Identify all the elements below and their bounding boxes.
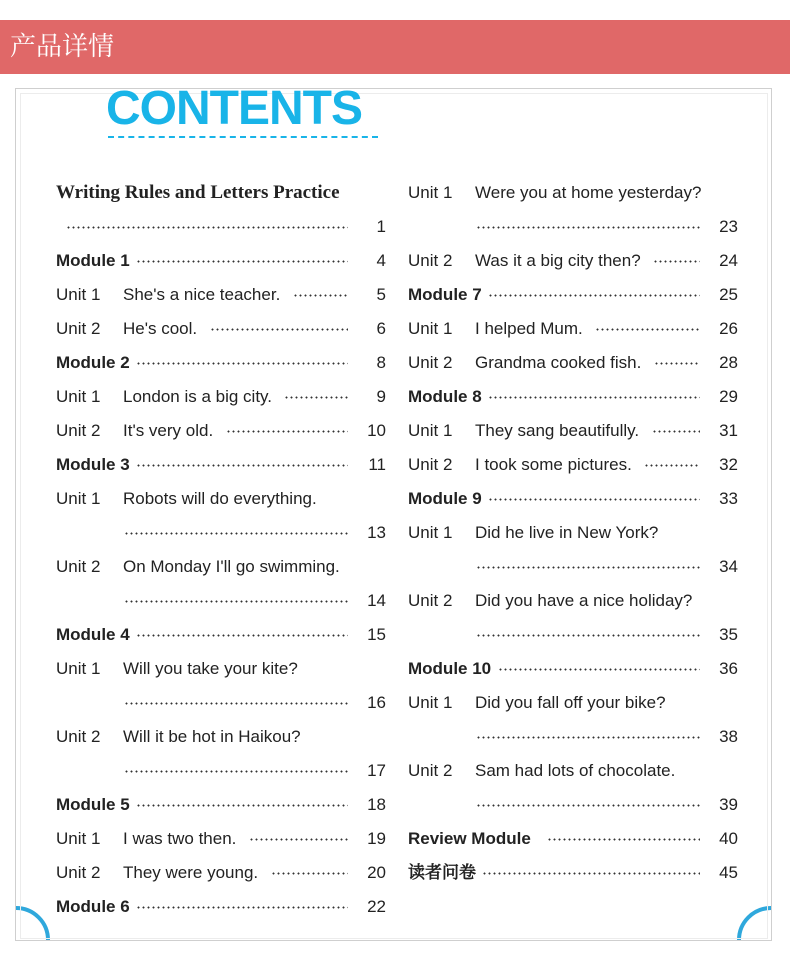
- dot-leader: [284, 396, 348, 399]
- dot-leader: [498, 668, 700, 671]
- page-number: 22: [367, 897, 386, 916]
- toc-row: [408, 686, 738, 720]
- unit-title: I was two then.: [123, 829, 237, 848]
- toc-row: [408, 244, 738, 278]
- page-number: 33: [719, 489, 738, 508]
- toc-row: [56, 176, 386, 210]
- unit-label: Unit 2: [408, 455, 453, 474]
- unit-title: Sam had lots of chocolate.: [475, 761, 676, 780]
- toc-row: [408, 856, 738, 890]
- page-number: 16: [367, 693, 386, 712]
- page-number: 1: [376, 217, 386, 236]
- page-number: 5: [376, 285, 386, 304]
- page-number: 15: [367, 625, 386, 644]
- corner-decoration-left: [15, 906, 50, 941]
- unit-label: Unit 2: [56, 319, 101, 338]
- page-number: 26: [719, 319, 738, 338]
- unit-title: He's cool.: [123, 319, 198, 338]
- unit-label: Unit 2: [56, 557, 101, 576]
- unit-title: I helped Mum.: [475, 319, 583, 338]
- unit-label: Unit 1: [408, 421, 453, 440]
- page-number: 18: [367, 795, 386, 814]
- toc-row: [408, 584, 738, 618]
- toc-row: [408, 754, 738, 788]
- dot-leader: [124, 600, 348, 603]
- unit-label: Unit 1: [56, 489, 101, 508]
- unit-title: Robots will do everything.: [123, 489, 317, 508]
- toc-row: [408, 414, 738, 448]
- unit-title: Did you fall off your bike?: [475, 693, 666, 712]
- toc-row: [56, 754, 386, 788]
- toc-row: [56, 652, 386, 686]
- unit-title: Were you at home yesterday?: [475, 183, 702, 202]
- page-number: 6: [376, 319, 386, 338]
- toc-row: [56, 380, 386, 414]
- unit-title: Will you take your kite?: [123, 659, 298, 678]
- toc-row: [408, 788, 738, 822]
- dot-leader: [136, 362, 348, 365]
- unit-title: I took some pictures.: [475, 455, 632, 474]
- page-number: 20: [367, 863, 386, 882]
- toc-row: [408, 278, 738, 312]
- unit-label: Unit 1: [408, 319, 453, 338]
- toc-row: [56, 686, 386, 720]
- unit-label: Unit 2: [408, 251, 453, 270]
- page-number: 29: [719, 387, 738, 406]
- module-label: Module 5: [56, 795, 130, 814]
- toc-row: [408, 176, 738, 210]
- page-number: 24: [719, 251, 738, 270]
- toc-row: [56, 244, 386, 278]
- page-number: 19: [367, 829, 386, 848]
- dot-leader: [488, 396, 700, 399]
- toc-row: [408, 346, 738, 380]
- unit-label: Unit 1: [56, 387, 101, 406]
- dot-leader: [66, 226, 348, 229]
- unit-label: Unit 2: [408, 591, 453, 610]
- toc-row: [408, 448, 738, 482]
- unit-label: Unit 2: [56, 863, 101, 882]
- dot-leader: [210, 328, 348, 331]
- page-number: 32: [719, 455, 738, 474]
- unit-title: They were young.: [123, 863, 259, 882]
- toc-row: [56, 720, 386, 754]
- toc-row: [56, 448, 386, 482]
- unit-label: Unit 2: [56, 727, 101, 746]
- module-label: Module 4: [56, 625, 130, 644]
- toc-row: [56, 788, 386, 822]
- dot-leader: [476, 226, 700, 229]
- unit-title: On Monday I'll go swimming.: [123, 557, 340, 576]
- dot-leader: [136, 260, 348, 263]
- dot-leader: [476, 566, 700, 569]
- unit-label: Unit 2: [408, 353, 453, 372]
- toc-row: [408, 380, 738, 414]
- contents-heading: CONTENTS: [106, 82, 362, 135]
- page-number: 8: [376, 353, 386, 372]
- toc-row: [56, 278, 386, 312]
- dot-leader: [226, 430, 348, 433]
- toc-row: [408, 482, 738, 516]
- page-number: 9: [376, 387, 386, 406]
- page-number: 36: [719, 659, 738, 678]
- dot-leader: [136, 464, 348, 467]
- dot-leader: [476, 736, 700, 739]
- toc-row: [408, 516, 738, 550]
- dot-leader: [488, 294, 700, 297]
- page-number: 4: [376, 251, 386, 270]
- toc-row: [56, 618, 386, 652]
- banner: [0, 20, 790, 74]
- toc-row: [56, 346, 386, 380]
- dot-leader: [249, 838, 348, 841]
- dot-leader: [136, 804, 348, 807]
- toc-row: [408, 550, 738, 584]
- dot-leader: [595, 328, 700, 331]
- dot-leader: [293, 294, 348, 297]
- toc-row: [56, 856, 386, 890]
- unit-label: Unit 1: [408, 183, 453, 202]
- toc-row: [56, 312, 386, 346]
- toc-row: [408, 210, 738, 244]
- unit-title: They sang beautifully.: [475, 421, 640, 440]
- toc-row: [56, 516, 386, 550]
- corner-decoration-right: [737, 906, 772, 941]
- toc-row: [56, 482, 386, 516]
- unit-label: Unit 2: [56, 421, 101, 440]
- module-label: Module 7: [408, 285, 482, 304]
- heading-dashed-rule: [108, 136, 378, 138]
- unit-label: Unit 1: [56, 829, 101, 848]
- dot-leader: [653, 260, 700, 263]
- module-label: Module 3: [56, 455, 130, 474]
- module-label: Module 10: [408, 659, 492, 678]
- page-number: 25: [719, 285, 738, 304]
- unit-title: Did you have a nice holiday?: [475, 591, 693, 610]
- dot-leader: [644, 464, 700, 467]
- toc-row: [56, 550, 386, 584]
- dot-leader: [271, 872, 348, 875]
- dot-leader: [476, 804, 700, 807]
- unit-label: Unit 1: [408, 523, 453, 542]
- page-number: 39: [719, 795, 738, 814]
- section-title: Writing Rules and Letters Practice: [56, 182, 340, 203]
- toc-row: [56, 584, 386, 618]
- page-number: 17: [367, 761, 386, 780]
- dot-leader: [476, 634, 700, 637]
- dot-leader: [136, 634, 348, 637]
- unit-title: Was it a big city then?: [475, 251, 641, 270]
- module-label: Module 1: [56, 251, 130, 270]
- unit-title: London is a big city.: [123, 387, 272, 406]
- unit-title: Did he live in New York?: [475, 523, 659, 542]
- unit-title: She's a nice teacher.: [123, 285, 281, 304]
- unit-label: Unit 1: [56, 285, 101, 304]
- banner-title: 产品详情: [10, 32, 115, 62]
- page-number: 40: [719, 829, 738, 848]
- module-label: Module 8: [408, 387, 482, 406]
- dot-leader: [547, 838, 700, 841]
- dot-leader: [482, 872, 700, 875]
- module-label: Review Module: [408, 829, 531, 848]
- toc-row: [408, 822, 738, 856]
- toc-row: [408, 720, 738, 754]
- unit-label: Unit 1: [408, 693, 453, 712]
- unit-title: Grandma cooked fish.: [475, 353, 642, 372]
- toc-row: [408, 312, 738, 346]
- page-number: 31: [719, 421, 738, 440]
- toc-row: [56, 210, 386, 244]
- dot-leader: [136, 906, 348, 909]
- page-number: 14: [367, 591, 386, 610]
- dot-leader: [124, 702, 348, 705]
- page-number: 13: [367, 523, 386, 542]
- toc-row: [56, 890, 386, 924]
- module-label: Module 6: [56, 897, 130, 916]
- dot-leader: [654, 362, 700, 365]
- toc-row: [56, 414, 386, 448]
- dot-leader: [652, 430, 700, 433]
- module-label: 读者问卷: [408, 863, 476, 882]
- page-number: 11: [368, 455, 386, 474]
- dot-leader: [124, 532, 348, 535]
- dot-leader: [124, 770, 348, 773]
- page-number: 23: [719, 217, 738, 236]
- module-label: Module 9: [408, 489, 482, 508]
- unit-title: Will it be hot in Haikou?: [123, 727, 301, 746]
- dot-leader: [488, 498, 700, 501]
- page-number: 10: [367, 421, 386, 440]
- toc-row: [408, 652, 738, 686]
- unit-label: Unit 2: [408, 761, 453, 780]
- page-number: 45: [719, 863, 738, 882]
- page-number: 35: [719, 625, 738, 644]
- toc-row: [56, 822, 386, 856]
- page-number: 28: [719, 353, 738, 372]
- unit-title: It's very old.: [123, 421, 214, 440]
- module-label: Module 2: [56, 353, 130, 372]
- unit-label: Unit 1: [56, 659, 101, 678]
- toc-row: [408, 618, 738, 652]
- page-number: 38: [719, 727, 738, 746]
- page-number: 34: [719, 557, 738, 576]
